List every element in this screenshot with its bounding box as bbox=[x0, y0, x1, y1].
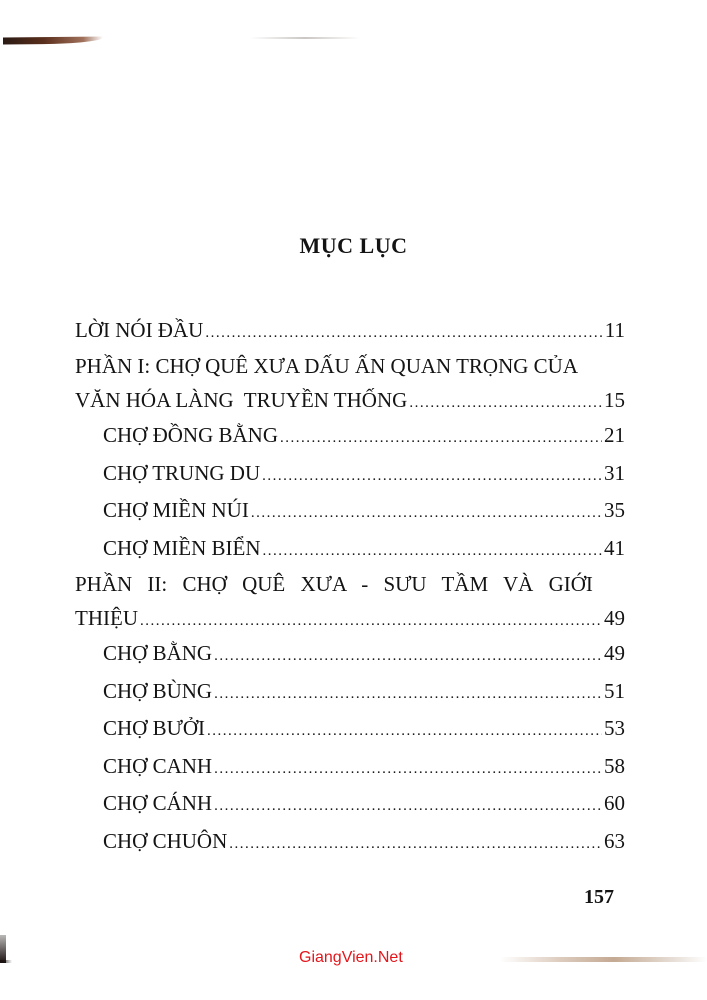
toc-entry-page: 51 bbox=[604, 678, 625, 703]
toc-entry-page: 21 bbox=[604, 423, 625, 447]
dot-leader bbox=[214, 638, 602, 676]
scan-artifact-bottom-left bbox=[0, 935, 6, 963]
toc-entry-label: CHỢ ĐỒNG BẰNG bbox=[103, 423, 279, 447]
toc-entry-page: 49 bbox=[604, 606, 625, 630]
toc-entry-page: 58 bbox=[604, 753, 625, 778]
watermark-link[interactable]: GiangVien.Net bbox=[299, 949, 403, 966]
toc-entry-label: CHỢ BÙNG bbox=[103, 678, 213, 703]
toc-entry-label: CHỢ BƯỞI bbox=[103, 716, 206, 740]
toc-entry-phan-1-line1[interactable] bbox=[75, 349, 625, 383]
toc-entry-label: THIỆU bbox=[75, 606, 138, 630]
dot-leader bbox=[140, 604, 602, 638]
scan-artifact-bottom-right bbox=[500, 957, 707, 962]
toc-entry-label: CHỢ CANH bbox=[103, 753, 213, 778]
scan-artifact-top bbox=[250, 37, 360, 39]
page-title: MỤC LỤC bbox=[299, 233, 408, 258]
dot-leader bbox=[280, 420, 602, 458]
toc-entry-cho-canh[interactable] bbox=[75, 748, 625, 786]
dot-leader bbox=[214, 751, 602, 789]
dot-leader bbox=[251, 495, 602, 533]
toc-entry-page: 35 bbox=[604, 498, 625, 522]
toc-entry-cho-trung-du[interactable] bbox=[75, 455, 625, 493]
toc-entry-label: CHỢ BẰNG bbox=[103, 641, 213, 665]
toc-entry-page: 41 bbox=[604, 535, 625, 560]
toc-entry-page: 15 bbox=[604, 388, 625, 412]
toc-entry-label: PHẦN II: CHỢ QUÊ XƯA - SƯU TẦM VÀ GIỚI bbox=[75, 572, 593, 596]
toc-entry-label: LỜI NÓI ĐẦU bbox=[75, 318, 204, 342]
toc-entry-cho-mien-nui[interactable] bbox=[75, 492, 625, 530]
dot-leader bbox=[263, 533, 603, 571]
scan-artifact-top-left bbox=[3, 36, 103, 44]
toc-entry-cho-mien-bien[interactable] bbox=[75, 530, 625, 568]
toc-entry-label: CHỢ MIỀN BIỂN bbox=[103, 535, 261, 560]
toc-entry-label: CHỢ CÁNH bbox=[103, 791, 213, 815]
toc-entry-page: 11 bbox=[604, 318, 625, 342]
toc-entry-page: 63 bbox=[604, 828, 625, 853]
toc-entry-label: VĂN HÓA LÀNG TRUYỀN THỐNG bbox=[75, 388, 408, 412]
toc-entry-label: CHỢ TRUNG DU bbox=[103, 460, 261, 485]
dot-leader bbox=[214, 676, 602, 714]
dot-leader bbox=[229, 826, 602, 864]
dot-leader bbox=[262, 458, 602, 496]
toc-entry-cho-bang[interactable] bbox=[75, 635, 625, 673]
toc-entry-loi-noi-dau[interactable] bbox=[75, 311, 625, 349]
dot-leader bbox=[409, 386, 602, 420]
toc-entry-cho-buoi[interactable] bbox=[75, 710, 625, 748]
table-of-contents bbox=[75, 311, 625, 860]
toc-entry-page: 31 bbox=[604, 460, 625, 485]
toc-entry-page: 53 bbox=[604, 716, 625, 740]
toc-entry-phan-2-line1[interactable] bbox=[75, 567, 625, 601]
toc-entry-page: 60 bbox=[604, 791, 625, 815]
toc-entry-label: CHỢ MIỀN NÚI bbox=[103, 498, 249, 522]
toc-entry-phan-2-line2[interactable] bbox=[75, 601, 625, 635]
toc-entry-cho-dong-bang[interactable] bbox=[75, 417, 625, 455]
toc-entry-label: PHẦN I: CHỢ QUÊ XƯA DẤU ẤN QUAN TRỌNG CỦA bbox=[75, 354, 578, 378]
page-number: 157 bbox=[584, 886, 614, 908]
dot-leader bbox=[205, 314, 602, 352]
toc-entry-cho-chuon[interactable] bbox=[75, 823, 625, 861]
dot-leader bbox=[207, 713, 602, 751]
dot-leader bbox=[214, 788, 602, 826]
toc-entry-phan-1-line2[interactable] bbox=[75, 383, 625, 417]
toc-entry-cho-canh-2[interactable] bbox=[75, 785, 625, 823]
toc-entry-cho-bung[interactable] bbox=[75, 673, 625, 711]
toc-entry-label: CHỢ CHUÔN bbox=[103, 828, 228, 853]
toc-entry-page: 49 bbox=[604, 641, 625, 665]
